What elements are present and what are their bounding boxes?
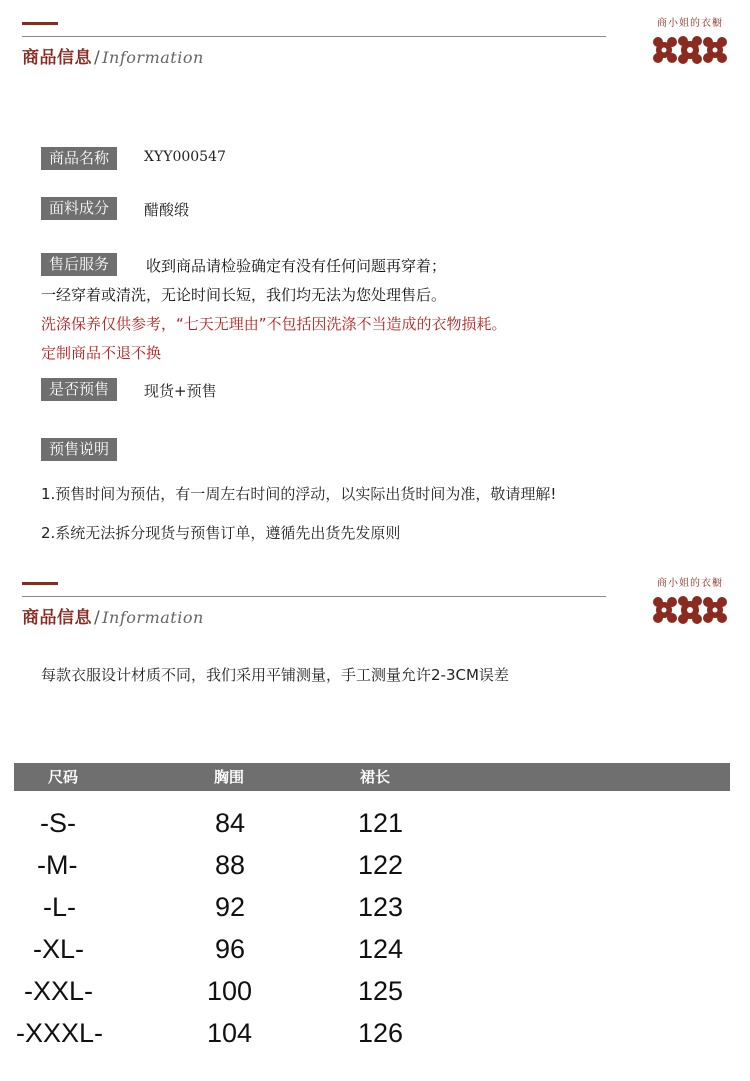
bust-cell: 96	[215, 934, 246, 964]
section-accent-bar	[22, 582, 58, 585]
size-table-header-length: 裙长	[360, 768, 391, 786]
section-divider	[22, 596, 606, 597]
section-title-slash: /	[94, 608, 101, 628]
presale-note-2: 2.系统无法拆分现货与预售订单，遵循先出货先发原则	[41, 524, 401, 542]
aftersale-label: 售后服务	[41, 253, 117, 276]
fabric-value: 醋酸缎	[144, 201, 190, 219]
size-cell: -XL-	[33, 934, 85, 964]
size-table-header-size: 尺码	[48, 768, 79, 786]
fabric-label: 面料成分	[41, 197, 117, 220]
bust-cell: 100	[207, 976, 253, 1006]
section-title-slash: /	[94, 48, 101, 68]
brand-logo-text: 商小姐的衣橱	[657, 578, 723, 589]
length-cell: 121	[358, 808, 404, 838]
bust-cell: 84	[215, 808, 246, 838]
length-cell: 125	[358, 976, 404, 1006]
presale-note-1: 1.预售时间为预估，有一周左右时间的浮动，以实际出货时间为准，敬请理解!	[41, 485, 557, 503]
brand-logo	[642, 574, 738, 634]
brand-logo-text: 商小姐的衣橱	[657, 18, 723, 29]
section-accent-bar	[22, 22, 58, 25]
section-title-en: Information	[102, 48, 204, 67]
aftersale-line-4: 定制商品不退不换	[41, 344, 162, 362]
presale-label: 是否预售	[41, 378, 117, 401]
presale-value: 现货+预售	[144, 382, 217, 400]
flower-cluster-icon	[650, 588, 730, 634]
length-cell: 122	[358, 850, 404, 880]
size-cell: -S-	[40, 808, 76, 838]
bust-cell: 88	[215, 850, 246, 880]
bust-cell: 104	[207, 1018, 253, 1048]
flower-cluster-icon	[650, 28, 730, 74]
section-title-cn: 商品信息	[22, 48, 92, 68]
section-divider	[22, 36, 606, 37]
aftersale-line-3: 洗涤保养仅供参考，“七天无理由”不包括因洗涤不当造成的衣物损耗。	[41, 315, 507, 333]
length-cell: 126	[358, 1018, 404, 1048]
presale-note-label: 预售说明	[41, 438, 117, 461]
size-table-header-bust: 胸围	[214, 768, 245, 786]
section-title	[22, 43, 204, 68]
aftersale-line-2: 一经穿着或清洗，无论时间长短，我们均无法为您处理售后。	[41, 286, 447, 304]
size-cell: -XXXL-	[16, 1018, 104, 1048]
length-cell: 124	[358, 934, 404, 964]
aftersale-line-1: 收到商品请检验确定有没有任何问题再穿着；	[146, 257, 447, 275]
brand-logo	[642, 14, 738, 74]
size-cell: -L-	[43, 892, 76, 922]
product-name-label: 商品名称	[41, 147, 117, 170]
section-title-cn: 商品信息	[22, 608, 92, 628]
size-cell: -M-	[37, 850, 78, 880]
measure-note: 每款衣服设计材质不同，我们采用平铺测量，手工测量允许2-3CM误差	[41, 666, 509, 684]
section-title	[22, 603, 204, 628]
length-cell: 123	[358, 892, 404, 922]
bust-cell: 92	[215, 892, 246, 922]
size-cell: -XXL-	[24, 976, 94, 1006]
section-title-en: Information	[102, 608, 204, 627]
product-name-value: XYY000547	[144, 149, 226, 165]
